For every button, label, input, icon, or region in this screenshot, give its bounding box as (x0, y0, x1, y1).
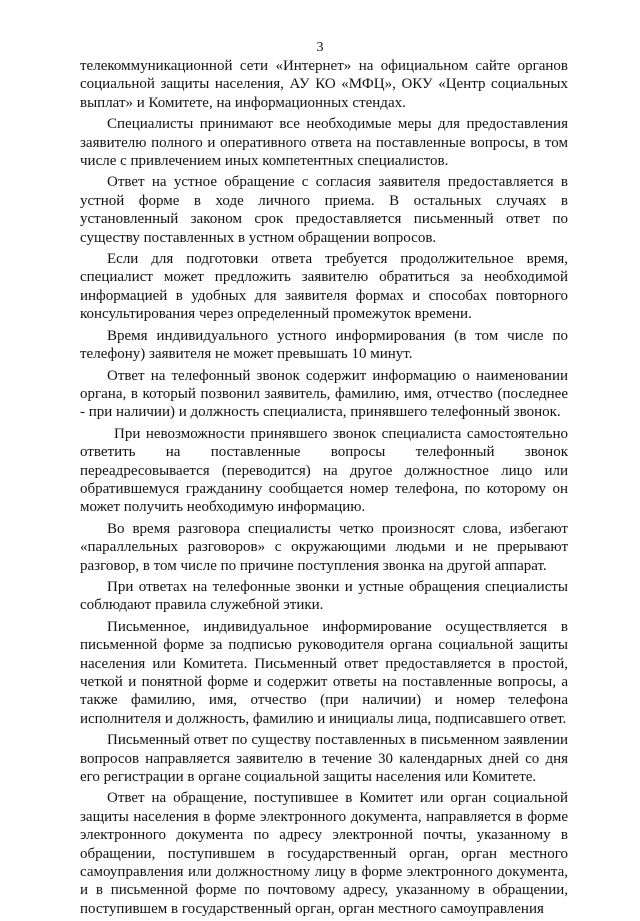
paragraph-electronic-response: Ответ на обращение, поступившее в Комитет или орган социальной защиты населения в форме электронного документа, направляется в форме электронного документа по адресу электронной почты, указанному в обращении, поступившем в государственный орган, орган местного самоуправления или должностному лицу в форме электронного документа, и в письменной форме по почтовому адресу, указанному в обращении, поступившем в государственный орган, орган местного самоуправления (80, 790, 568, 917)
paragraph-continuation: телекоммуникационной сети «Интернет» на официальном сайте органов социальной защиты населения, АУ КО «МФЦ», ОКУ «Центр социальных выплат» и Комитете, на информационных стендах. (80, 58, 568, 111)
paragraph-oral-response: Ответ на устное обращение с согласия заявителя предоставляется в устной форме в ходе личного приема. В остальных случаях в установленный законом срок предоставляется письменный ответ по существу поставленных в устном обращении вопросов. (80, 174, 568, 246)
paragraph-written-informing: Письменное, индивидуальное информирование осуществляется в письменной форме за подписью руководителя органа социальной защиты населения или Комитета. Письменный ответ предоставляется в простой, четкой и понятной форме и содержит ответы на поставленные вопросы, а также фамилию, имя, отчество (при наличии) и номер телефона исполнителя и должность, фамилию и инициалы лица, подписавшего ответ. (80, 618, 568, 727)
paragraph-extended-time: Если для подготовки ответа требуется продолжительное время, специалист может предложить заявителю обратиться за необходимой информацией в удобных для заявителя формах и способах повторного консультирования через определенный промежуток времени. (80, 251, 568, 323)
paragraph-conversation-rules: Во время разговора специалисты четко произносят слова, избегают «параллельных разговоров» с окружающими людьми и не прерывают разговор, в том числе по причине поступления звонка на другой аппарат. (80, 520, 568, 574)
paragraph-specialists-measures: Специалисты принимают все необходимые меры для предоставления заявителю полного и оперативного ответа на поставленные вопросы, в том числе с привлечением иных компетентных специалистов. (80, 116, 568, 170)
paragraph-oral-duration: Время индивидуального устного информирования (в том числе по телефону) заявителя не может превышать 10 минут. (80, 327, 568, 363)
paragraph-phone-answer: Ответ на телефонный звонок содержит информацию о наименовании органа, в который позвонил заявитель, фамилию, имя, отчество (последнее - при наличии) и должность специалиста, принявшего телефонный звонок. (80, 367, 568, 421)
paragraph-phone-redirect: При невозможности принявшего звонок специалиста самостоятельно ответить на поставленные вопросы телефонный звонок переадресовывается (переводится) на другое должностное лицо или обратившемуся гражданину сообщается номер телефона, по которому он может получить необходимую информацию. (80, 425, 568, 516)
page-number: 3 (316, 40, 324, 55)
paragraph-written-response-term: Письменный ответ по существу поставленных в письменном заявлении вопросов направляется заявителю в течение 30 календарных дней со дня его регистрации в органе социальной защиты населения или Комитете. (80, 732, 568, 786)
document-body (80, 57, 568, 921)
paragraph-service-ethics: При ответах на телефонные звонки и устные обращения специалисты соблюдают правила служебной этики. (80, 578, 568, 614)
